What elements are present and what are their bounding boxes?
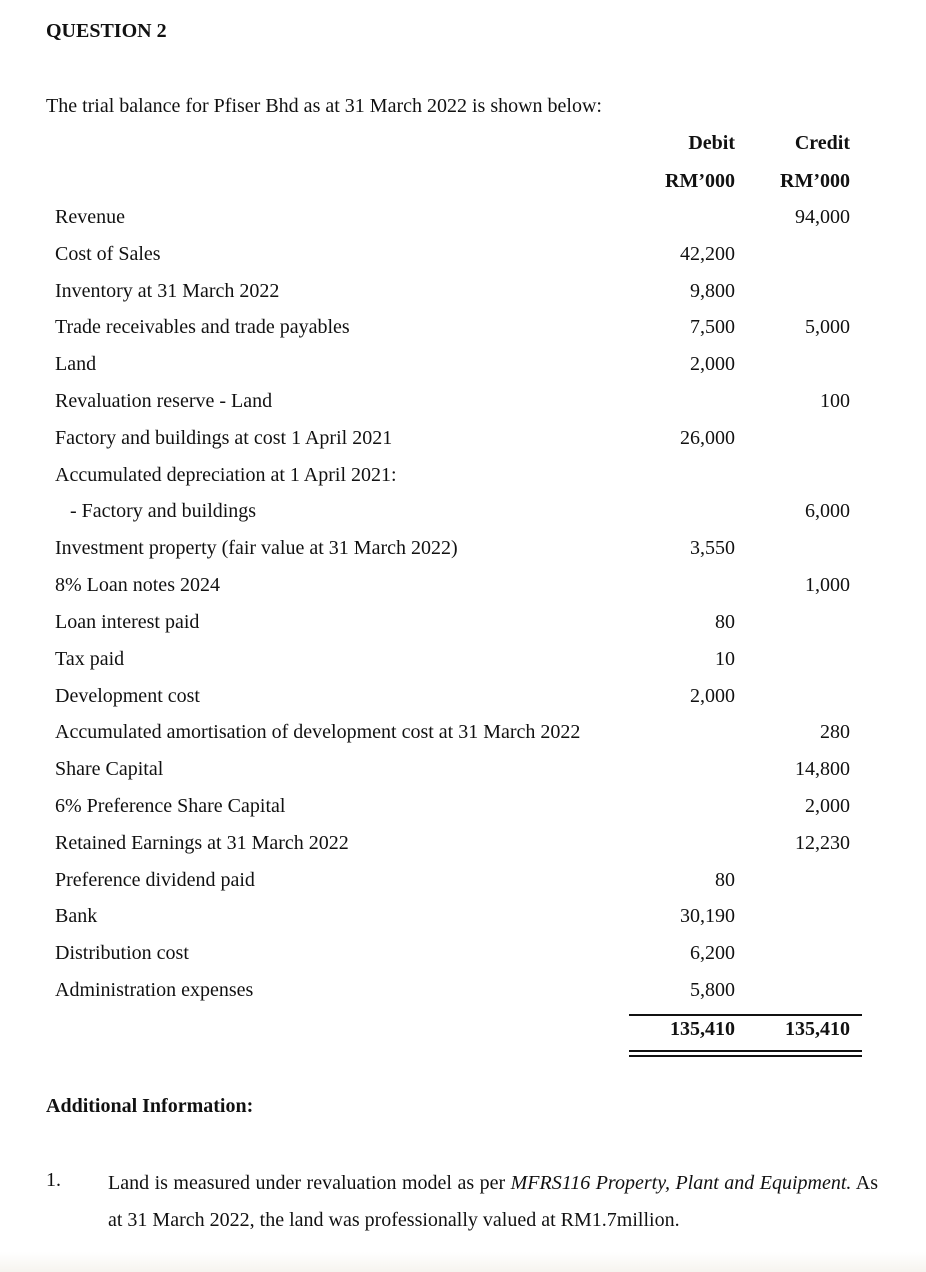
row-credit: 1,000 xyxy=(805,574,850,596)
row-credit: 12,230 xyxy=(795,832,850,854)
row-label: Preference dividend paid xyxy=(55,869,255,891)
row-label: Share Capital xyxy=(55,758,164,780)
table-row xyxy=(0,464,926,500)
row-credit: 94,000 xyxy=(795,206,850,228)
table-row xyxy=(0,427,926,463)
row-label: Development cost xyxy=(55,685,200,707)
row-label: - Factory and buildings xyxy=(70,500,257,522)
row-label: Land xyxy=(55,353,97,375)
row-label: Factory and buildings at cost 1 April 2021 xyxy=(55,427,393,449)
question-heading: QUESTION 2 xyxy=(46,20,167,42)
row-label: 8% Loan notes 2024 xyxy=(55,574,220,596)
credit-unit-header: RM’000 xyxy=(780,170,850,192)
table-row xyxy=(0,942,926,978)
intro-text: The trial balance for Pfiser Bhd as at 31 March 2022 is shown below: xyxy=(46,95,602,117)
table-row xyxy=(0,611,926,647)
row-label: 6% Preference Share Capital xyxy=(55,795,286,817)
row-debit: 2,000 xyxy=(690,685,735,707)
row-label: Bank xyxy=(55,905,98,927)
total-debit: 135,410 xyxy=(670,1018,735,1040)
row-label: Accumulated depreciation at 1 April 2021: xyxy=(55,464,397,486)
row-debit: 2,000 xyxy=(690,353,735,375)
page-edge xyxy=(0,1252,926,1272)
row-debit: 6,200 xyxy=(690,942,735,964)
table-row xyxy=(0,390,926,426)
table-row xyxy=(0,648,926,684)
row-debit: 9,800 xyxy=(690,280,735,302)
debit-header: Debit xyxy=(688,132,735,154)
row-label: Loan interest paid xyxy=(55,611,200,633)
table-row xyxy=(0,685,926,721)
row-credit: 280 xyxy=(820,721,850,743)
table-row xyxy=(0,721,926,757)
row-debit: 80 xyxy=(715,611,735,633)
row-label: Revaluation reserve - Land xyxy=(55,390,273,412)
row-debit: 30,190 xyxy=(680,905,735,927)
row-label: Tax paid xyxy=(55,648,125,670)
table-row xyxy=(0,979,926,1015)
row-debit: 3,550 xyxy=(690,537,735,559)
table-row xyxy=(0,500,926,536)
table-row xyxy=(0,905,926,941)
debit-unit-header: RM’000 xyxy=(665,170,735,192)
table-row xyxy=(0,832,926,868)
row-debit: 5,800 xyxy=(690,979,735,1001)
row-label: Investment property (fair value at 31 March 2022) xyxy=(55,537,458,559)
row-credit: 2,000 xyxy=(805,795,850,817)
row-debit: 26,000 xyxy=(680,427,735,449)
row-label: Accumulated amortisation of development cost at 31 March 2022 xyxy=(55,721,581,743)
table-row xyxy=(0,758,926,794)
row-label: Distribution cost xyxy=(55,942,189,964)
row-debit: 7,500 xyxy=(690,316,735,338)
credit-header: Credit xyxy=(794,132,850,154)
table-row xyxy=(0,206,926,242)
note-text-standard: MFRS116 Property, Plant and Equipment. xyxy=(510,1172,852,1194)
table-row xyxy=(0,316,926,352)
row-label: Administration expenses xyxy=(55,979,254,1001)
row-debit: 80 xyxy=(715,869,735,891)
row-label: Revenue xyxy=(55,206,125,228)
row-label: Trade receivables and trade payables xyxy=(55,316,350,338)
row-label: Retained Earnings at 31 March 2022 xyxy=(55,832,349,854)
row-credit: 14,800 xyxy=(795,758,850,780)
row-label: Inventory at 31 March 2022 xyxy=(55,280,280,302)
table-row xyxy=(0,280,926,316)
note-text-after: As at 31 March 2022, the land was professionally valued at RM1.7million. xyxy=(108,1172,879,1231)
table-row xyxy=(0,243,926,279)
note-text xyxy=(108,1165,878,1239)
row-credit: 5,000 xyxy=(805,316,850,338)
table-row xyxy=(0,574,926,610)
table-row xyxy=(0,353,926,389)
total-double-rule-upper xyxy=(629,1050,862,1052)
total-top-rule xyxy=(629,1014,862,1016)
row-debit: 42,200 xyxy=(680,243,735,265)
row-credit: 100 xyxy=(820,390,850,412)
table-row xyxy=(0,537,926,573)
row-label: Cost of Sales xyxy=(55,243,161,265)
total-credit: 135,410 xyxy=(785,1018,850,1040)
table-row xyxy=(0,795,926,831)
total-double-rule-lower xyxy=(629,1055,862,1057)
additional-info-heading: Additional Information: xyxy=(46,1095,254,1117)
note-text-before: Land is measured under revaluation model as per xyxy=(108,1172,511,1194)
row-credit: 6,000 xyxy=(805,500,850,522)
row-debit: 10 xyxy=(715,648,735,670)
table-row xyxy=(0,869,926,905)
note-number: 1. xyxy=(46,1169,61,1191)
